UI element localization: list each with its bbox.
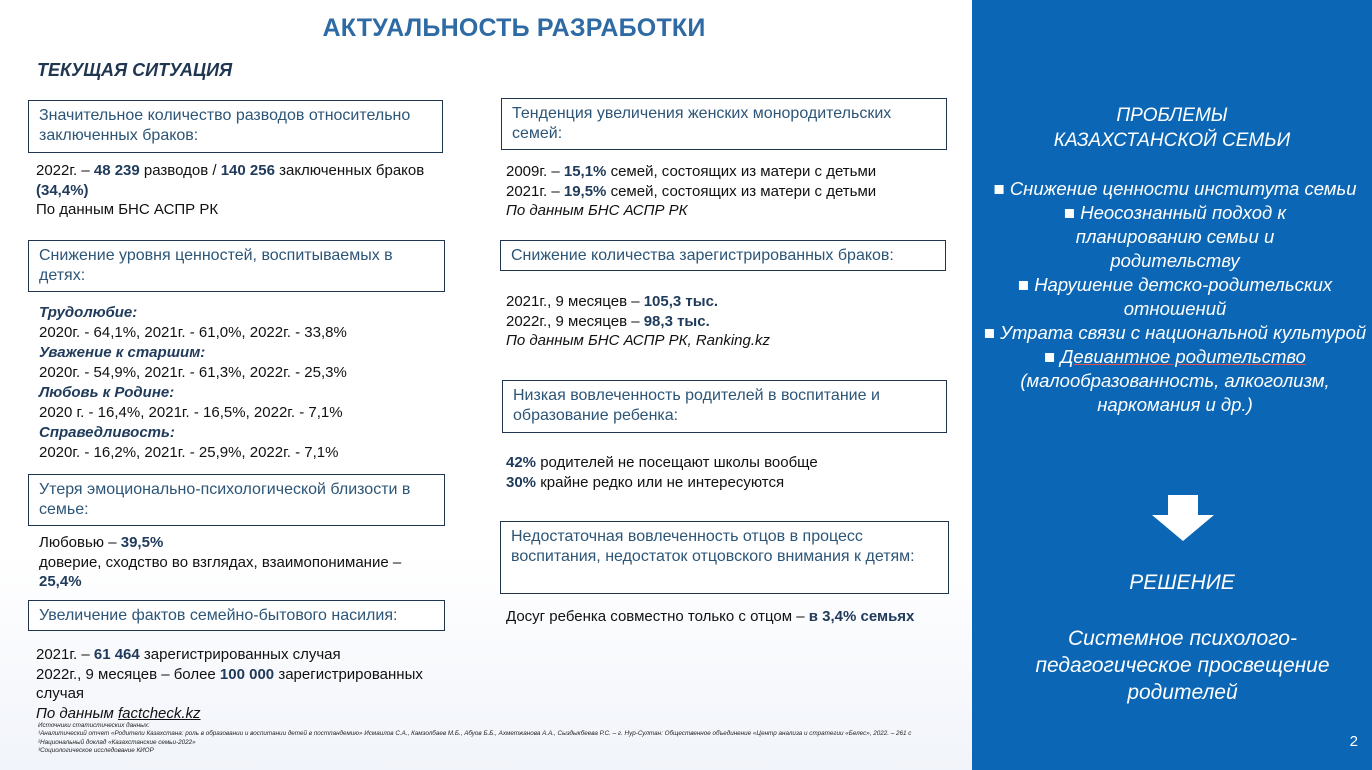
divorces-count: 48 239 xyxy=(93,162,140,179)
problem-item xyxy=(982,345,1368,369)
period-label: 2022г., 9 месяцев – xyxy=(506,312,644,330)
fathers-heading-box xyxy=(500,521,949,594)
source-item: ¹Аналитический отчет «Родители Казахстана: роль в образовании и воспитании детей в постпандемию» Исмаилов С.А., Камзолбаев М.Б., Абуов Б.Б., Ахметжанова А.А., Сыздыкбеева Р.С. – г. Нур-Султан: Общественное объединение «Центр анализа и стратегии «Белес», 2022. – 261 с xyxy=(38,730,912,738)
value-stats: 2020 г. - 16,4%, 2021г. - 16,5%, 2022г. - 7,1% xyxy=(39,404,343,421)
single-mothers-source: По данным БНС АСПР РК xyxy=(506,202,688,219)
closeness-heading: Утеря эмоционально-психологической близости в семье: xyxy=(39,481,411,518)
bullet: ■ xyxy=(1044,346,1061,367)
violence-source-prefix: По данным xyxy=(36,704,119,722)
divorces-heading: Значительное количество разводов относительно заключенных браков: xyxy=(39,107,411,144)
divorces-year: 2022г. – xyxy=(36,162,94,179)
marriages-value: 105,3 тыс. xyxy=(643,293,719,310)
arrow-down-icon xyxy=(1152,495,1214,541)
problem-detail: (малообразованность, алкоголизм, наркомания и др.) xyxy=(1020,370,1330,415)
divorces-label: разводов / xyxy=(139,162,221,179)
slide-title: АКТУАЛЬНОСТЬ РАЗРАБОТКИ xyxy=(322,14,706,42)
marriages-value: 98,3 тыс. xyxy=(643,312,710,330)
involvement-heading-box xyxy=(502,380,947,433)
divorce-ratio: (34,4%) xyxy=(36,181,89,199)
problem-item: ■ Нарушение детско-родительских отношений xyxy=(1017,274,1333,319)
value-stats: 2020г. - 64,1%, 2021г. - 61,0%, 2022г. - 33,8% xyxy=(39,324,347,341)
divorces-text xyxy=(36,161,446,220)
fathers-value: в 3,4% семьях xyxy=(808,608,915,625)
marriages-heading: Снижение количества зарегистрированных браков: xyxy=(511,247,894,264)
solution-text: Системное психолого-педагогическое просвещение родителей xyxy=(1035,627,1330,704)
values-heading: Снижение уровня ценностей, воспитываемых в детях: xyxy=(39,247,393,284)
stat-description: родителей не посещают школы вообще xyxy=(536,454,818,471)
marriages-text xyxy=(506,292,946,351)
value-label: Справедливость: xyxy=(39,424,175,441)
value-stats: 2020г. - 16,2%, 2021г. - 25,9%, 2022г. - 7,1% xyxy=(39,444,339,461)
violence-2021-suffix: зарегистрированных случая xyxy=(139,646,341,663)
violence-2021-label: 2021г. – xyxy=(36,646,94,663)
single-mothers-text xyxy=(506,162,946,221)
violence-heading-box xyxy=(28,600,445,631)
problems-heading xyxy=(972,103,1372,153)
stat-description: семей, состоящих из матери с детьми xyxy=(606,163,877,180)
sources-footnote xyxy=(38,722,938,756)
fathers-text xyxy=(506,607,956,627)
percent-value: 15,1% xyxy=(563,163,607,180)
problems-heading-line: ПРОБЛЕМЫ xyxy=(1116,105,1228,126)
value-label: Уважение к старшим: xyxy=(39,344,206,361)
percent-value: 30% xyxy=(506,473,537,491)
marriages-count: 140 256 xyxy=(220,162,275,179)
problem-deviant: Девиантное родительство xyxy=(1060,346,1306,367)
trust-value: 25,4% xyxy=(39,573,82,590)
violence-2021-value: 61 464 xyxy=(93,646,140,663)
fathers-heading: Недостаточная вовлеченность отцов в процесс воспитания, недостаток отцовского внимания к детям: xyxy=(511,528,915,565)
divorces-source: По данным БНС АСПР РК xyxy=(36,201,219,218)
violence-2022-suffix: зарегистрированных случая xyxy=(36,665,423,702)
single-mothers-heading-box xyxy=(501,98,947,150)
year-label: 2009г. – xyxy=(506,163,564,180)
involvement-heading: Низкая вовлеченность родителей в воспитание и образование ребенка: xyxy=(513,387,880,424)
violence-heading: Увеличение фактов семейно-бытового насилия: xyxy=(39,607,398,624)
fathers-label: Досуг ребенка совместно только с отцом – xyxy=(506,608,809,625)
involvement-text xyxy=(506,453,946,492)
marriages-source: По данным БНС АСПР РК, Ranking.kz xyxy=(506,332,771,349)
year-label: 2021г. – xyxy=(506,182,564,200)
single-mothers-heading: Тенденция увеличения женских монородительских семей: xyxy=(512,105,892,142)
marriages-heading-box xyxy=(500,240,946,271)
source-item: ³Социологическое исследование КИОР xyxy=(38,747,154,755)
violence-2022-label: 2022г., 9 месяцев – более xyxy=(36,665,220,683)
closeness-heading-box xyxy=(28,474,445,526)
values-heading-box xyxy=(28,240,445,292)
love-value: 39,5% xyxy=(120,534,164,551)
problem-item: ■ Снижение ценности института семьи xyxy=(993,178,1357,199)
source-item: ²Национальный доклад «Казахстанские семьи-2022» xyxy=(38,738,196,746)
values-list xyxy=(39,303,459,463)
period-label: 2021г., 9 месяцев – xyxy=(506,293,644,310)
stat-description: крайне редко или не интересуются xyxy=(536,473,785,491)
value-label: Любовь к Родине: xyxy=(39,384,175,401)
sources-title: Источники статистических данных: xyxy=(38,722,150,729)
violence-2022-value: 100 000 xyxy=(219,665,275,683)
factcheck-link[interactable]: factcheck.kz xyxy=(118,704,201,722)
percent-value: 42% xyxy=(506,454,537,471)
value-label: Трудолюбие: xyxy=(39,304,138,321)
love-label: Любовью – xyxy=(39,534,121,551)
problem-item: ■ Утрата связи с национальной культурой xyxy=(983,322,1367,343)
value-stats: 2020г. - 54,9%, 2021г. - 61,3%, 2022г. - 25,3% xyxy=(39,364,347,381)
slide-subtitle: ТЕКУЩАЯ СИТУАЦИЯ xyxy=(37,60,233,80)
solution-label: РЕШЕНИЕ xyxy=(1129,571,1235,594)
percent-value: 19,5% xyxy=(563,182,607,200)
problems-heading-line: КАЗАХСТАНСКОЙ СЕМЬИ xyxy=(1053,130,1291,151)
page-number: 2 xyxy=(1349,733,1358,750)
trust-label: доверие, сходство во взглядах, взаимопонимание – xyxy=(39,553,402,571)
stat-description: семей, состоящих из матери с детьми xyxy=(606,182,877,200)
violence-text xyxy=(36,645,456,723)
marriages-label: заключенных браков xyxy=(274,162,425,179)
problem-item: ■ Неосознанный подход к планированию семьи и родительству xyxy=(1063,202,1287,271)
closeness-text xyxy=(39,533,439,592)
divorces-heading-box xyxy=(28,100,443,153)
problems-list xyxy=(982,177,1368,417)
